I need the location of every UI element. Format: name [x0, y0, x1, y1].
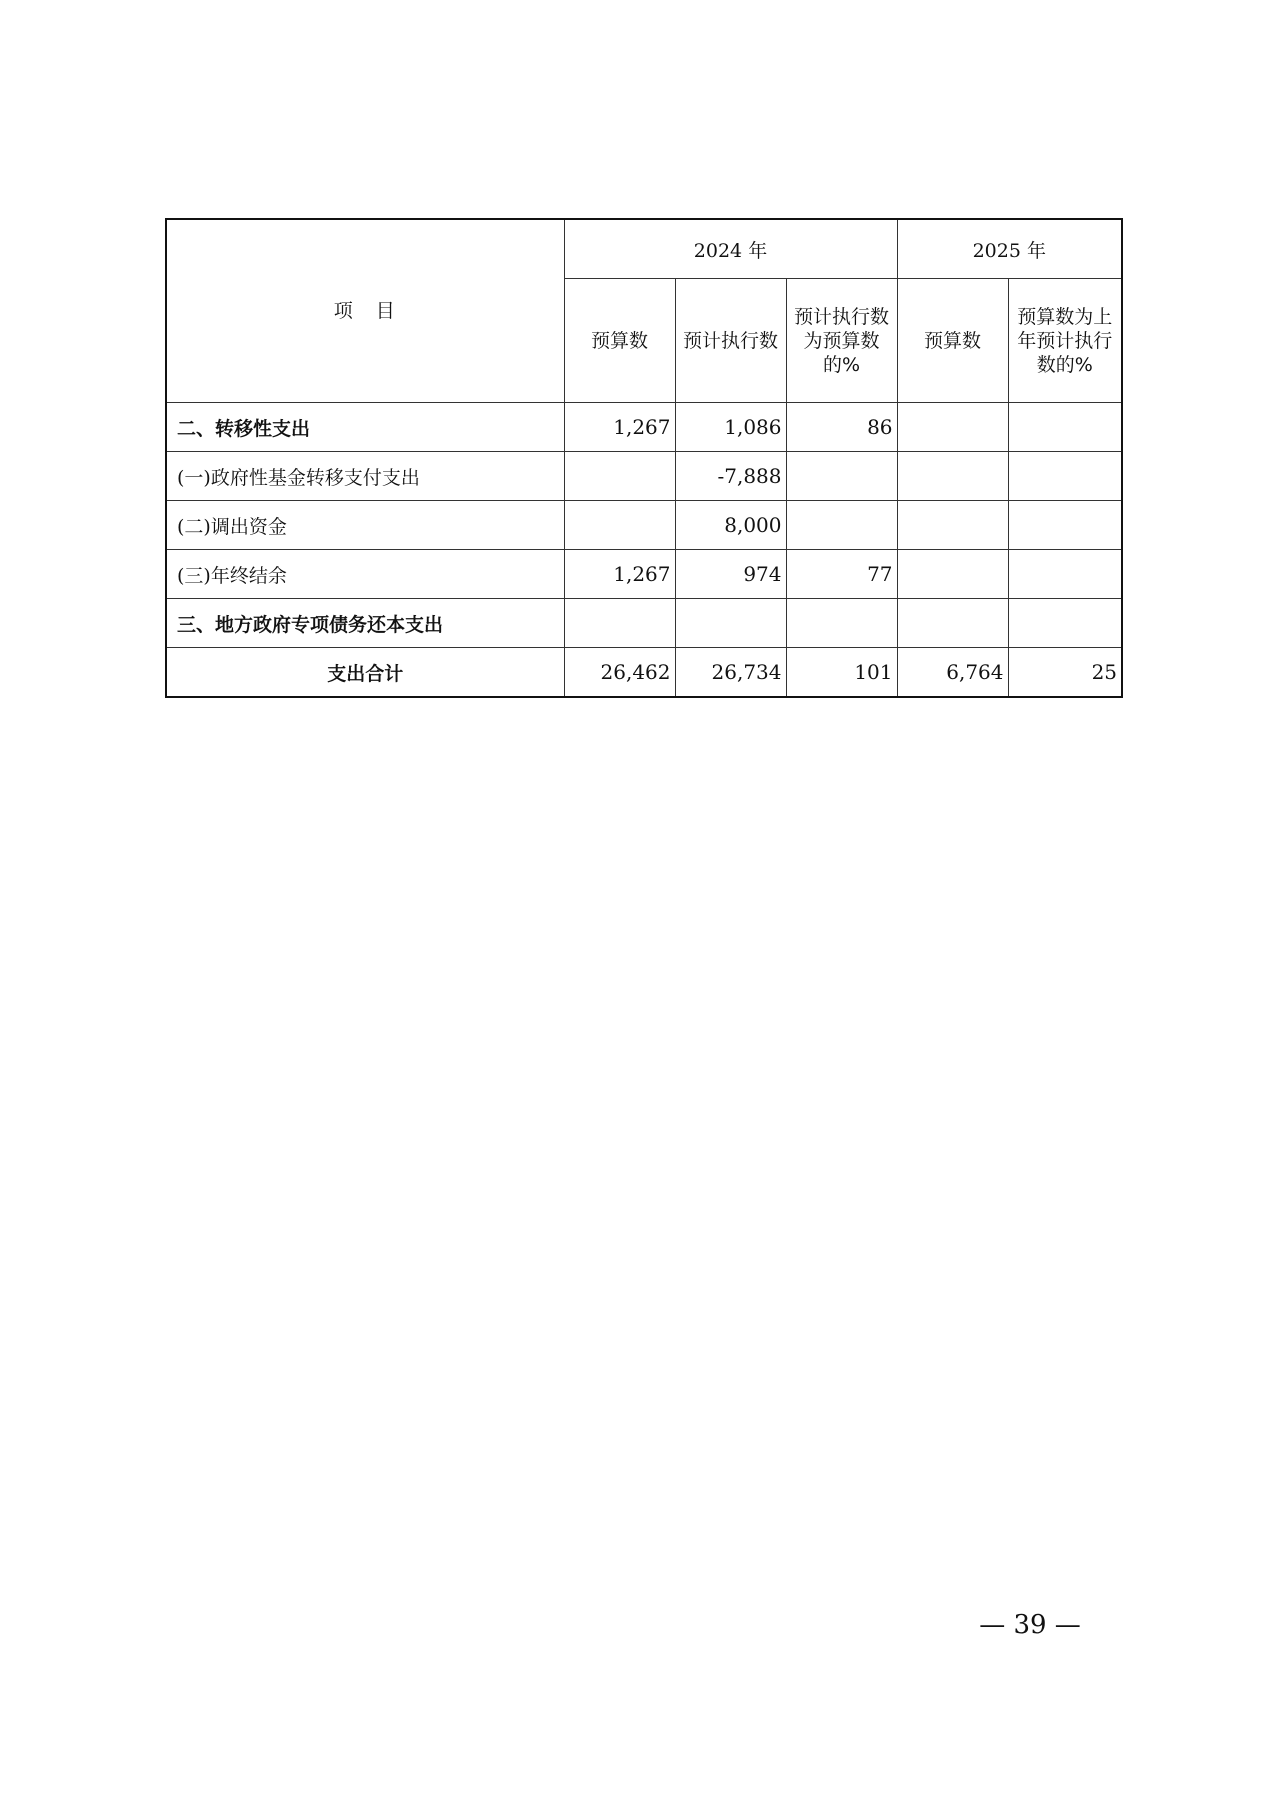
cell-budget-2025 — [897, 501, 1008, 550]
table-row — [166, 452, 1122, 501]
col-budget-2025-header: 预算数 — [897, 279, 1008, 403]
cell-budget-2024: 26,462 — [564, 648, 675, 698]
cell-budget-2025: 6,764 — [897, 648, 1008, 698]
col-expected-exec-header: 预计执行数 — [675, 279, 786, 403]
cell-exec-pct — [786, 599, 897, 648]
col-budget-2024-header: 预算数 — [564, 279, 675, 403]
row-label: (二)调出资金 — [166, 501, 564, 550]
table-row — [166, 599, 1122, 648]
cell-pct-2025 — [1008, 452, 1122, 501]
cell-expected-exec: -7,888 — [675, 452, 786, 501]
cell-exec-pct: 101 — [786, 648, 897, 698]
cell-budget-2025 — [897, 403, 1008, 452]
cell-budget-2024 — [564, 501, 675, 550]
cell-budget-2025 — [897, 452, 1008, 501]
cell-pct-2025 — [1008, 599, 1122, 648]
cell-budget-2024 — [564, 452, 675, 501]
cell-budget-2025 — [897, 599, 1008, 648]
table-row — [166, 550, 1122, 599]
budget-table — [165, 218, 1123, 698]
cell-exec-pct — [786, 452, 897, 501]
cell-expected-exec: 974 — [675, 550, 786, 599]
row-label: 二、转移性支出 — [166, 403, 564, 452]
table-row — [166, 403, 1122, 452]
item-column-header: 项 目 — [166, 219, 564, 403]
year-2025-header: 2025 年 — [897, 219, 1122, 279]
row-label: 三、地方政府专项债务还本支出 — [166, 599, 564, 648]
cell-expected-exec: 8,000 — [675, 501, 786, 550]
total-row — [166, 648, 1122, 698]
cell-pct-2025 — [1008, 550, 1122, 599]
cell-expected-exec — [675, 599, 786, 648]
cell-budget-2024 — [564, 599, 675, 648]
cell-pct-2025 — [1008, 501, 1122, 550]
table-row — [166, 501, 1122, 550]
cell-budget-2025 — [897, 550, 1008, 599]
cell-pct-2025 — [1008, 403, 1122, 452]
year-2024-header: 2024 年 — [564, 219, 897, 279]
cell-exec-pct: 86 — [786, 403, 897, 452]
cell-expected-exec: 1,086 — [675, 403, 786, 452]
row-label: 支出合计 — [166, 648, 564, 698]
cell-exec-pct — [786, 501, 897, 550]
cell-pct-2025: 25 — [1008, 648, 1122, 698]
col-exec-pct-header: 预计执行数为预算数的% — [786, 279, 897, 403]
cell-expected-exec: 26,734 — [675, 648, 786, 698]
cell-budget-2024: 1,267 — [564, 403, 675, 452]
row-label: (一)政府性基金转移支付支出 — [166, 452, 564, 501]
header-row-years — [166, 219, 1122, 279]
cell-budget-2024: 1,267 — [564, 550, 675, 599]
row-label: (三)年终结余 — [166, 550, 564, 599]
col-budget-pct-2025-header: 预算数为上年预计执行数的% — [1008, 279, 1122, 403]
cell-exec-pct: 77 — [786, 550, 897, 599]
page-number: — 39 — — [979, 1610, 1081, 1640]
